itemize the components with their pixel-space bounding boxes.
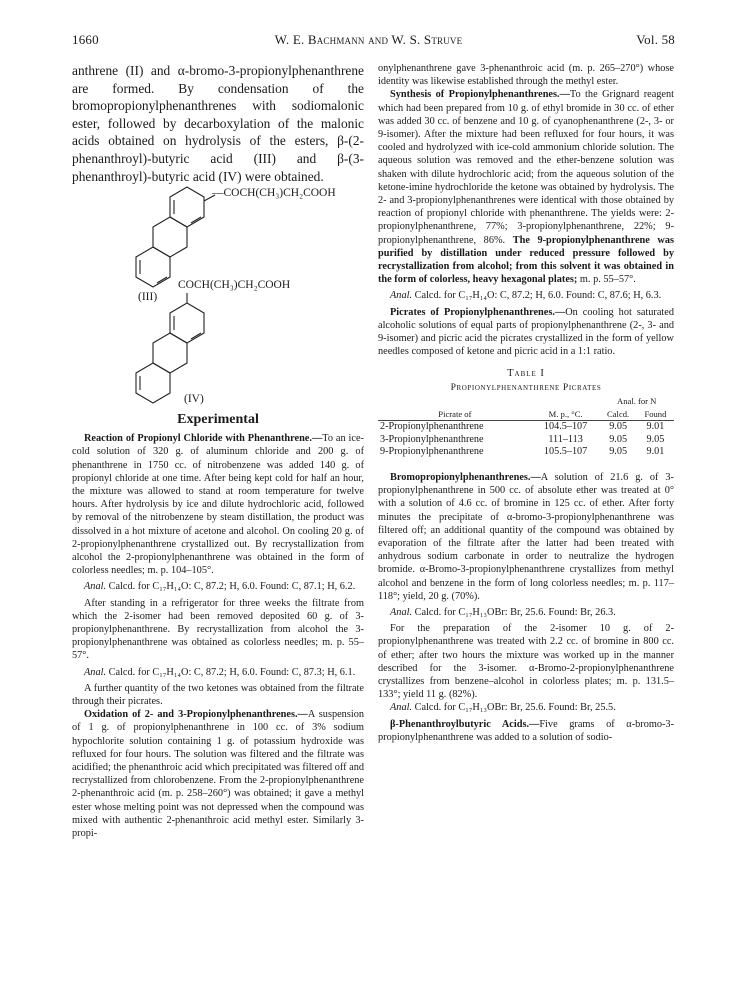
structure-iv-formula: COCH(CH₃)CH₂COOH [178, 279, 291, 292]
row-mp: 105.5–107 [543, 446, 588, 458]
continuation-paragraph: onylphenanthrene gave 3-phenanthroic acid (m. p. 265–270°) whose identity was likewise established through the methyl ester. [378, 63, 674, 88]
row-found: 9.01 [646, 421, 665, 433]
bromo-paragraph: A solution of 21.6 g. of 3-propionylphenanthrene in 500 cc. of absolute ether was treated at 0° with a solution of 4.6 cc. of bromine in 125 cc. of ether. After forty minutes the precipitate of α-bromo-3-propionylphenanthrene was filtered off; an additional quantity of the compound was obtained by evaporation of the filtrate after the latter had been treated with anhydrous sodium carbonate in order to neutralize the hydrogen bromide. α-Bromo-3-propionylphenanthrene crystallizes from methyl alcohol and benzene in the form of long colorless needles; m. p. 117–118°; yield, 20 g. (70%). [378, 471, 674, 602]
prep-2-isomer-paragraph: For the preparation of the 2-isomer 10 g. of 2-propionylphenanthrene was treated with 2.2 cc. of bromine in 800 cc. of ether; after two hours the mixture was worked up in the manner described for the 3-isomer. α-Bromo-2-propionylphenanthrene crystallizes from benzene–alcohol in colorless plates; m. p. 131.5–133°; yield 11 g. (82%). [378, 623, 674, 701]
anal-label-2: Anal. [84, 666, 107, 678]
structure-iii-formula: —COCH(CH₃)CH₂COOH [212, 187, 336, 200]
synthesis-bold-text: The 9-propionylphenanthrene was purified by distillation under reduced pressure followed by recrystallization from alcohol; from this solvent it was obtained in the form of colorless, heavy hexagonal plates; [378, 234, 674, 286]
ring-iv-b [153, 333, 187, 373]
ring-iii-a [170, 187, 204, 227]
row-name: 9-Propionylphenanthrene [380, 446, 484, 458]
reaction-heading: Reaction of Propionyl Chloride with Phenanthrene.— [84, 433, 323, 445]
analysis-1: Calcd. for C₁₇H₁₄O: C, 87.2; H, 6.0. Found: C, 87.1; H, 6.2. [108, 581, 356, 593]
anal-label-3: Anal. [390, 290, 413, 302]
structure-figures [72, 185, 364, 408]
ring-iii-c [136, 247, 170, 287]
ring-iv-c [136, 363, 170, 403]
row-calcd: 9.05 [609, 446, 628, 458]
table-subtitle: Propionylphenanthrene Picrates [450, 382, 602, 394]
phenanthrene-structures-drawing [72, 185, 364, 408]
anal-label-4: Anal. [390, 607, 413, 618]
picrates-paragraph: On cooling hot saturated alcoholic solutions of equal parts of propionylphenanthrene (2-, 3- and 9-isomer) and picric acid the picrates crystallized in the form of yellow needles composed of ketone and picric acid in a 1:1 ratio. [378, 306, 674, 358]
refrigerator-paragraph: After standing in a refrigerator for three weeks the filtrate from which the 2-isomer had been removed deposited 60 g. of 3-propionylphenanthrene. By recrystallization from alcohol the 3-propionylphenanthrene was obtained as colorless needles; m. p. 55–57°. [72, 597, 364, 662]
reaction-paragraph: To an ice-cold solution of 320 g. of aluminum chloride and 200 g. of phenanthrene in 1750 cc. of nitrobenzene was added 140 g. of propionyl chloride at one time. After being kept cold for half an hour, the mixture was allowed to stand at room temperature for twelve hours. After hydrolysis by ice and dilute hydrochloric acid, followed by removal of the nitrobenzene by steam distillation, the product was dissolved in a hot mixture of acetone and alcohol. On cooling 20 g. of 2-propionylphenanthrene crystallized out. By recrystallization from alcohol the 2-propionylphenanthrene was obtained in the form of colorless needles; m. p. 104–105°. [72, 433, 364, 577]
synthesis-end: m. p. 55–57°. [577, 274, 636, 286]
further-paragraph: A further quantity of the two ketones was obtained from the filtrate through their picrates. [72, 682, 364, 708]
synthesis-paragraph: To the Grignard reagent which had been prepared from 10 g. of ethyl bromide in 30 cc. of ether was added 30 cc. of benzene and 10 g. of cyanophenanthrene (2-, 3- or 9-isomer). After the mixture had been refluxed for four hours, it was cooled and hydrolyzed with ice-cold ammonium chloride solution. The aqueous solution was removed and the ether-benzene solution was shaken with dilute hydrochloric acid; from the aqueous solution of the ketone-imine hydrochloride the ketone was obtained by hydrolysis. The 2- and 3-propionylphenanthrenes were identical with those obtained by reaction of propionyl chloride with phenanthrene. The yields were: 2-propionylphenanthrene, 77%; 3-propionylphenanthrene, 22%; 9-propionylphenanthrene, 86%. [378, 89, 674, 246]
table-title: Table I [507, 368, 545, 380]
table-row [378, 421, 674, 434]
table-row [378, 434, 674, 447]
picrates-heading: Picrates of Propionylphenanthrenes.— [390, 306, 566, 318]
row-calcd: 9.05 [609, 421, 628, 433]
analysis-4: Calcd. for C₁₇H₁₃OBr: Br, 25.6. Found: Br, 26.3. [414, 607, 616, 618]
row-mp: 104.5–107 [543, 421, 588, 433]
row-mp: 111–113 [548, 433, 583, 445]
anal-for-n-header: Anal. for N [617, 396, 657, 407]
bromo-heading: Bromopropionylphenanthrenes.— [390, 471, 541, 483]
ring-iii-b [153, 217, 187, 257]
oxidation-paragraph: A suspension of 1 g. of propionylphenanthrene in 100 cc. of 3% sodium hypochlorite solution containing 1 g. of potassium hydroxide was refluxed for four hours. The solution was filtered and the filtrate was acidified; the phenanthroic acid which precipitated was filtered off and recrystallized from chlorobenzene. From the 2-propionylphenanthrene 2-phenanthroic acid (m. p. 258–260°) was obtained; it gave a methyl ester whose melting point was not depressed when the compound was mixed with authentic 2-phenanthroic acid methyl ester. Similarly 3-propi- [72, 709, 364, 840]
running-header-authors: W. E. Bachmann and W. S. Struve [274, 32, 463, 47]
intro-paragraph: anthrene (II) and α-bromo-3-propionylphenanthrene are formed. By condensation of the bromopropionylphenanthrenes with sodiomalonic ester, followed by decarboxylation of the malonic acids obtained on hydrolysis of the esters, β-(2-phenanthroyl)-butyric acid (III) and β-(3-phenanthroyl)-butyric acid (IV) were obtained. [72, 63, 364, 184]
oxidation-heading: Oxidation of 2- and 3-Propionylphenanthrenes.— [84, 709, 308, 721]
row-found: 9.01 [646, 446, 665, 458]
structure-iii-label: (III) [138, 291, 158, 304]
row-name: 3-Propionylphenanthrene [380, 433, 484, 445]
mp-header: M. p., °C. [548, 408, 583, 419]
row-name: 2-Propionylphenanthrene [380, 421, 484, 433]
volume-label: Vol. 58 [636, 32, 675, 47]
analysis-2: Calcd. for C₁₇H₁₄O: C, 87.2; H, 6.0. Found: C, 87.3; H, 6.1. [108, 666, 356, 678]
butyric-paragraph: Five grams of α-bromo-3-propionylphenanthrene was added to a solution of sodio- [378, 718, 675, 743]
row-calcd: 9.05 [609, 433, 628, 445]
butyric-heading: β-Phenanthroylbutyric Acids.— [390, 718, 540, 730]
picrate-of-header: Picrate of [438, 408, 472, 419]
table-row [378, 446, 674, 459]
anal-label-1: Anal. [84, 581, 107, 593]
analysis-5: Calcd. for C₁₇H₁₃OBr: Br, 25.6. Found: Br, 25.5. [414, 702, 616, 714]
ring-iv-a [170, 303, 204, 343]
page-number: 1660 [72, 32, 99, 47]
table-header-row-1 [378, 395, 674, 408]
synthesis-heading: Synthesis of Propionylphenanthrenes.— [390, 89, 570, 101]
experimental-heading: Experimental [177, 412, 259, 428]
analysis-3: Calcd. for C₁₇H₁₄O: C, 87.2; H, 6.0. Found: C, 87.6; H, 6.3. [414, 290, 662, 302]
found-header: Found [644, 408, 667, 419]
left-column [72, 62, 364, 840]
picrates-table [378, 395, 674, 459]
structure-iv-label: (IV) [184, 393, 204, 406]
table-header-row-2 [378, 408, 674, 421]
anal-label-5: Anal. [390, 702, 413, 714]
row-found: 9.05 [646, 433, 665, 445]
calcd-header: Calcd. [607, 408, 630, 419]
right-column [378, 62, 674, 744]
